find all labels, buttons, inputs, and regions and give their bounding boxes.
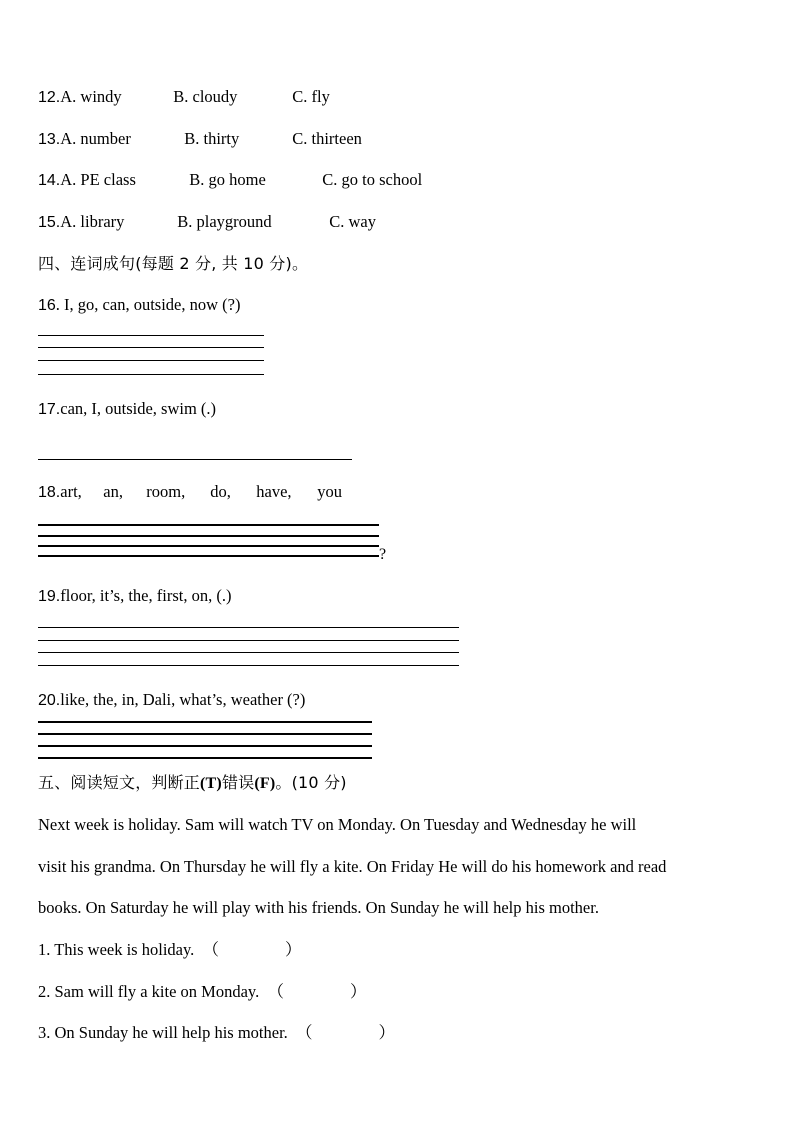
word: have, xyxy=(256,482,292,501)
passage-line: books. On Saturday he will play with his friends. On Sunday he will help his mother. xyxy=(38,898,599,917)
question-number: 20. xyxy=(38,692,61,709)
word: you xyxy=(317,482,342,501)
answer-line xyxy=(38,733,372,735)
choice-row-12 xyxy=(38,87,330,108)
choice-row-15 xyxy=(38,212,376,233)
answer-line xyxy=(38,335,264,336)
question-18 xyxy=(38,482,342,503)
question-20 xyxy=(38,690,305,711)
option-c: C. go to school xyxy=(322,170,423,189)
answer-line xyxy=(38,360,264,361)
question-number: 19. xyxy=(38,588,61,605)
answer-line xyxy=(38,627,459,628)
answer-line xyxy=(38,721,372,723)
question-text: . I, go, can, outside, now (?) xyxy=(55,295,241,314)
title-part: (F) xyxy=(254,775,276,792)
title-part: 五、阅读短文，判断正 xyxy=(38,773,201,792)
answer-line xyxy=(38,459,352,460)
option-b: B. playground xyxy=(177,212,272,231)
answer-blank[interactable]: （ ） xyxy=(296,1023,396,1042)
answer-blank[interactable]: （ ） xyxy=(267,982,367,1001)
option-c: C. thirteen xyxy=(292,129,362,148)
option-b: B. go home xyxy=(189,170,266,189)
choice-row-14 xyxy=(38,170,422,191)
option-a: A. windy xyxy=(60,87,122,106)
answer-line xyxy=(38,347,264,348)
statement-text: 1. This week is holiday. xyxy=(38,940,195,959)
question-number: 15. xyxy=(38,214,61,231)
statement-text: 3. On Sunday he will help his mother. xyxy=(38,1023,288,1042)
option-c: C. way xyxy=(329,212,376,231)
option-a: A. library xyxy=(60,212,125,231)
answer-line xyxy=(38,545,379,547)
option-b: B. thirty xyxy=(184,129,240,148)
word: an, xyxy=(103,482,123,501)
word: art, xyxy=(60,482,82,501)
answer-line xyxy=(38,665,459,666)
statement-2 xyxy=(38,982,366,1002)
option-a: A. PE class xyxy=(60,170,136,189)
question-number: 14. xyxy=(38,172,61,189)
answer-line xyxy=(38,652,459,653)
answer-line xyxy=(38,535,379,537)
statement-3 xyxy=(38,1023,395,1043)
end-question-mark: ? xyxy=(379,546,387,563)
answer-blank[interactable]: （ ） xyxy=(202,940,302,959)
question-number: 16 xyxy=(38,297,56,314)
choice-row-13 xyxy=(38,129,362,150)
question-number: 18. xyxy=(38,484,61,501)
question-number: 13. xyxy=(38,131,61,148)
word: room, xyxy=(146,482,186,501)
option-c: C. fly xyxy=(292,87,330,106)
question-text: can, I, outside, swim (.) xyxy=(60,399,217,418)
question-19 xyxy=(38,586,231,607)
answer-line xyxy=(38,745,372,747)
statement-text: 2. Sam will fly a kite on Monday. xyxy=(38,982,260,1001)
option-a: A. number xyxy=(60,129,131,148)
answer-line xyxy=(38,374,264,375)
option-b: B. cloudy xyxy=(173,87,238,106)
section-4-title: 四、连词成句(每题 2 分, 共 10 分)。 xyxy=(38,254,309,273)
statement-1 xyxy=(38,940,302,960)
question-16 xyxy=(38,295,240,316)
answer-line xyxy=(38,524,379,526)
passage-line: Next week is holiday. Sam will watch TV on Monday. On Tuesday and Wednesday he will xyxy=(38,815,637,834)
section-5-title xyxy=(38,773,347,794)
answer-line xyxy=(38,555,379,557)
question-17 xyxy=(38,399,216,420)
answer-line xyxy=(38,757,372,759)
question-number: 17. xyxy=(38,401,61,418)
title-part: 错误 xyxy=(221,773,255,792)
question-number: 12. xyxy=(38,89,61,106)
answer-line xyxy=(38,640,459,641)
title-part: 。(10 分) xyxy=(275,773,347,792)
word: do, xyxy=(210,482,231,501)
passage-line: visit his grandma. On Thursday he will fly a kite. On Friday He will do his homework and read xyxy=(38,857,667,876)
question-text: like, the, in, Dali, what’s, weather (?) xyxy=(60,690,306,709)
title-part: (T) xyxy=(200,775,222,792)
question-text: floor, it’s, the, first, on, (.) xyxy=(60,586,232,605)
